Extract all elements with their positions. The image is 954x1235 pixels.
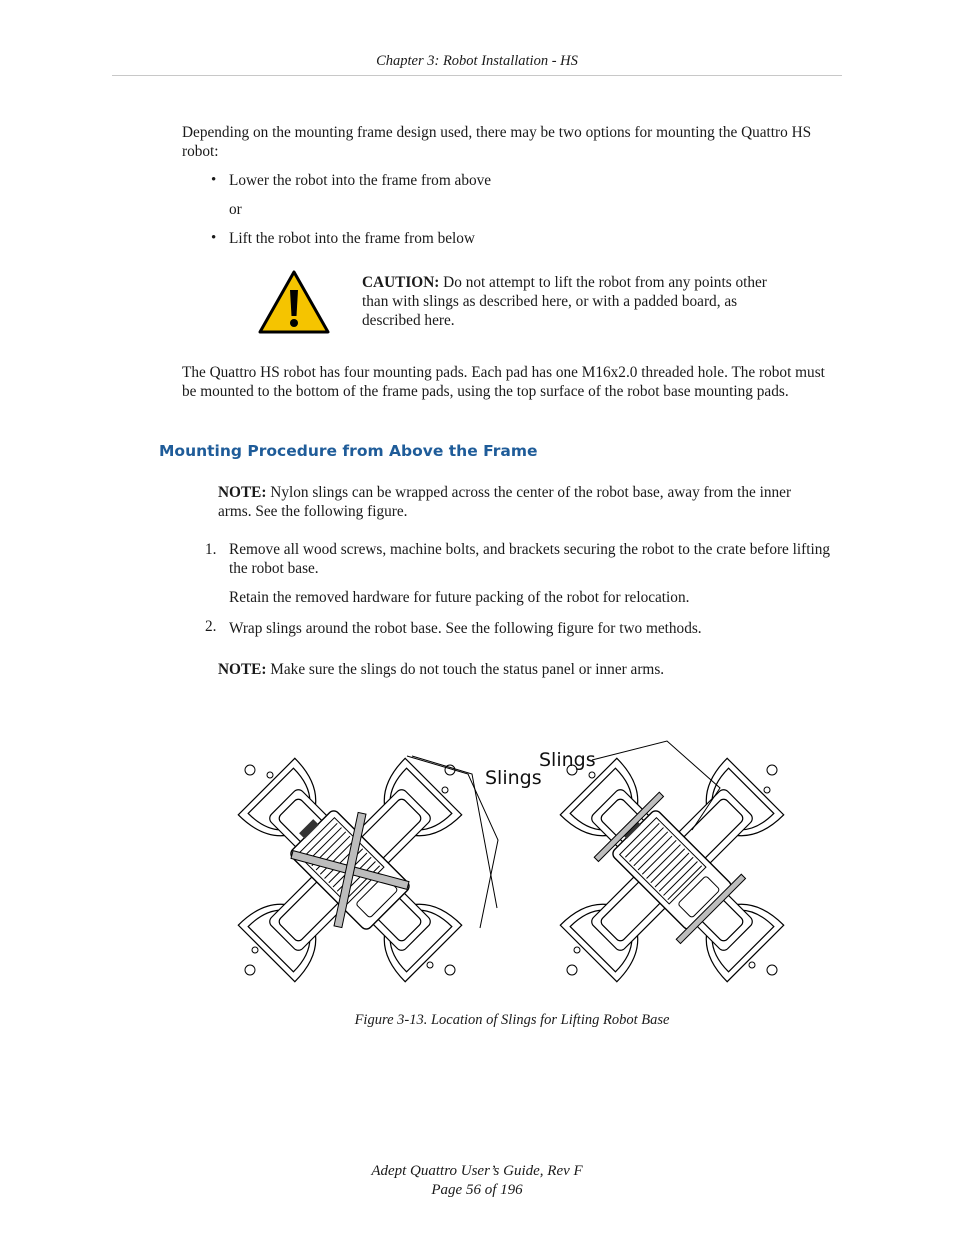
caution-text — [362, 273, 772, 330]
footer-guide-title: Adept Quattro User’s Guide, Rev F — [371, 1163, 583, 1179]
caution-label: CAUTION: — [362, 274, 440, 291]
step-number: 1. — [205, 541, 217, 558]
note-label: NOTE: — [218, 484, 267, 501]
bullet-dot-icon: • — [211, 172, 217, 188]
running-header: Chapter 3: Robot Installation - HS — [376, 53, 578, 69]
note-status-panel — [218, 660, 838, 679]
intro-paragraph: Depending on the mounting frame design used, there may be two options for mounting the Quattro HS robot: — [182, 124, 812, 160]
option-text: Lift the robot into the frame from below — [229, 230, 475, 247]
header-rule — [112, 75, 842, 76]
figure-caption: Figure 3-13. Location of Slings for Lifting Robot Base — [354, 1012, 670, 1028]
footer-page-number: Page 56 of 196 — [431, 1182, 523, 1198]
option-text: Lower the robot into the frame from above — [229, 172, 492, 189]
section-heading: Mounting Procedure from Above the Frame — [159, 442, 538, 460]
option-bullet-above — [211, 171, 492, 190]
robot-right-diagram — [560, 758, 783, 981]
or-text: or — [229, 201, 242, 218]
caution-body: Do not attempt to lift the robot from any points other than with slings as described here, or with a padded board, as described here. — [362, 274, 767, 329]
note-body: Make sure the slings do not touch the status panel or inner arms. — [266, 661, 665, 678]
option-bullet-below — [211, 229, 475, 248]
robot-left-diagram — [238, 758, 461, 981]
warning-triangle-icon — [258, 270, 330, 334]
sling-label-right: Slings — [539, 749, 596, 771]
bullet-dot-icon: • — [211, 230, 217, 246]
note-slings-center — [218, 483, 818, 521]
sling-label-left: Slings — [485, 767, 542, 789]
step-subtext: Retain the removed hardware for future packing of the robot for relocation. — [229, 589, 690, 606]
note-body: Nylon slings can be wrapped across the center of the robot base, away from the inner arms. See the following figure. — [218, 484, 792, 520]
mounting-pads-paragraph: The Quattro HS robot has four mounting pads. Each pad has one M16x2.0 threaded hole. The robot must be mounted to the bottom of the frame pads, using the top surface of the robot base mounting pads. — [182, 364, 825, 400]
step-text: Remove all wood screws, machine bolts, and brackets securing the robot to the crate before lifting the robot base. — [229, 541, 831, 577]
note-label: NOTE: — [218, 661, 267, 678]
step-text: Wrap slings around the robot base. See the following figure for two methods. — [229, 620, 702, 637]
step-number: 2. — [205, 618, 217, 635]
